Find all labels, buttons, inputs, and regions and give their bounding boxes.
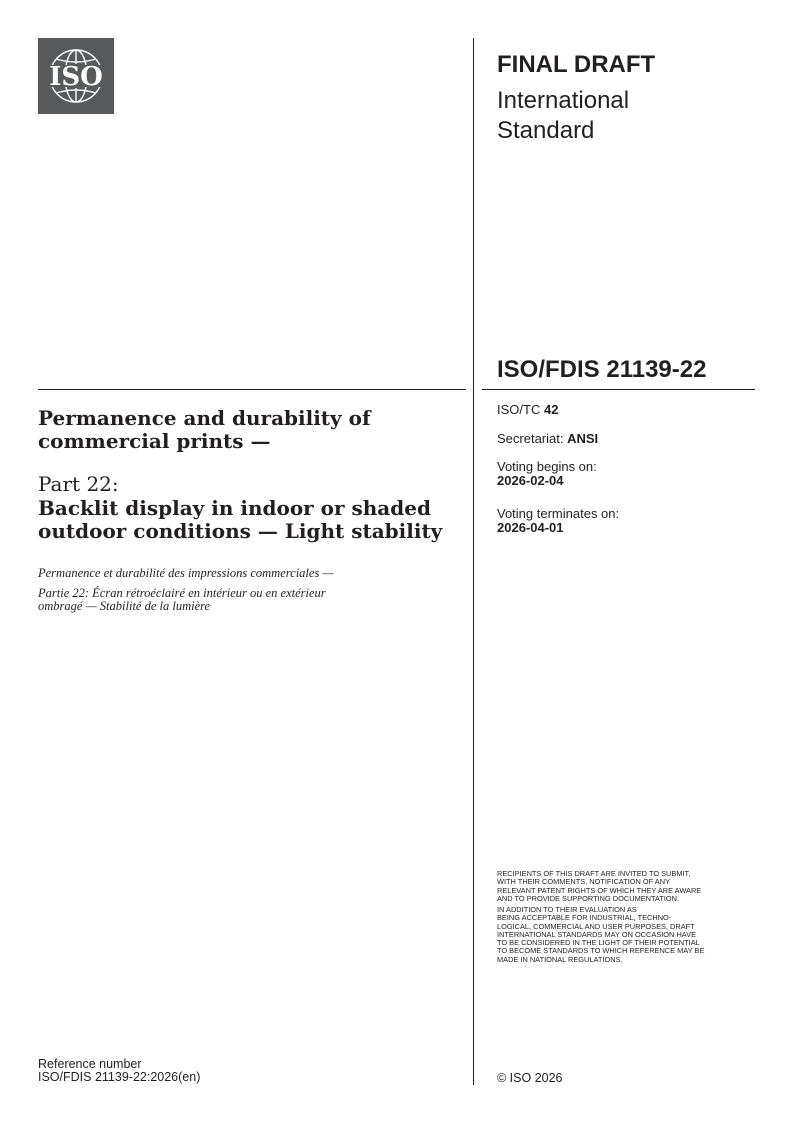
notice-line: LOGICAL, COMMERCIAL AND USER PURPOSES, DRAFT: [497, 921, 695, 931]
voting-begins-label: Voting begins on:: [497, 459, 597, 474]
patent-notice: [497, 870, 759, 903]
document-type: [497, 86, 757, 146]
part-title-line1: Backlit display in indoor or shaded: [38, 496, 431, 520]
iso-logo: [38, 38, 114, 114]
notice-line: RECIPIENTS OF THIS DRAFT ARE INVITED TO SUBMIT,: [497, 869, 691, 878]
notice-line: TO BECOME STANDARDS TO WHICH REFERENCE MAY BE: [497, 946, 705, 956]
french-part-title: [38, 587, 326, 613]
reference-number: [38, 1058, 200, 1084]
iso-globe-icon: [38, 38, 114, 114]
logo-text: ISO: [49, 62, 103, 92]
main-title-line2: commercial prints —: [38, 429, 271, 453]
evaluation-notice: [497, 906, 759, 964]
notice-line: RELEVANT PATENT RIGHTS OF WHICH THEY ARE AWARE: [497, 885, 702, 895]
tc-value: 42: [543, 402, 559, 417]
secretariat: [497, 432, 598, 446]
voting-terminates: [497, 507, 619, 535]
notice-line: WITH THEIR COMMENTS, NOTIFICATION OF ANY: [497, 877, 670, 887]
french-main-title: Permanence et durabilité des impressions commerciales —: [38, 566, 334, 580]
notice-line: TO BE CONSIDERED IN THE LIGHT OF THEIR POTENTIAL: [497, 938, 700, 948]
notice-line: INTERNATIONAL STANDARDS MAY ON OCCASION HAVE: [497, 929, 697, 939]
notice-line: MADE IN NATIONAL REGULATIONS.: [497, 954, 623, 964]
horizontal-divider-right: [482, 389, 755, 390]
reference-label: Reference number: [38, 1057, 142, 1071]
secretariat-label: Secretariat:: [497, 431, 564, 446]
part-title-line2: outdoor conditions — Light stability: [38, 519, 443, 543]
copyright: © ISO 2026: [497, 1071, 563, 1085]
part-number: Part 22:: [38, 472, 119, 496]
horizontal-divider-left: [38, 389, 466, 390]
document-type-line1: International: [497, 87, 630, 114]
main-title: [38, 407, 458, 453]
french-part-title-line1: Partie 22: Écran rétroéclairé en intérieur ou en extérieur: [38, 586, 326, 600]
document-status: FINAL DRAFT: [497, 51, 656, 78]
voting-begins-value: 2026-02-04: [497, 473, 564, 488]
tc-label: ISO/TC: [497, 402, 541, 417]
secretariat-value: ANSI: [567, 431, 599, 446]
technical-committee: [497, 403, 558, 417]
notice-line: AND TO PROVIDE SUPPORTING DOCUMENTATION.: [497, 893, 680, 903]
voting-terminates-label: Voting terminates on:: [497, 506, 620, 521]
voting-terminates-value: 2026-04-01: [497, 520, 564, 535]
main-title-line1: Permanence and durability of: [38, 406, 371, 430]
notice-line: IN ADDITION TO THEIR EVALUATION AS: [497, 905, 637, 914]
notice-line: BEING ACCEPTABLE FOR INDUSTRIAL, TECHNO-: [497, 913, 672, 923]
document-number: ISO/FDIS 21139-22: [497, 356, 707, 383]
french-part-title-line2: ombragé — Stabilité de la lumière: [38, 599, 211, 613]
voting-begins: [497, 460, 597, 488]
document-type-line2: Standard: [497, 117, 595, 144]
part-title: [38, 497, 468, 543]
vertical-divider: [473, 38, 474, 1085]
reference-value: ISO/FDIS 21139-22:2026(en): [38, 1070, 201, 1084]
